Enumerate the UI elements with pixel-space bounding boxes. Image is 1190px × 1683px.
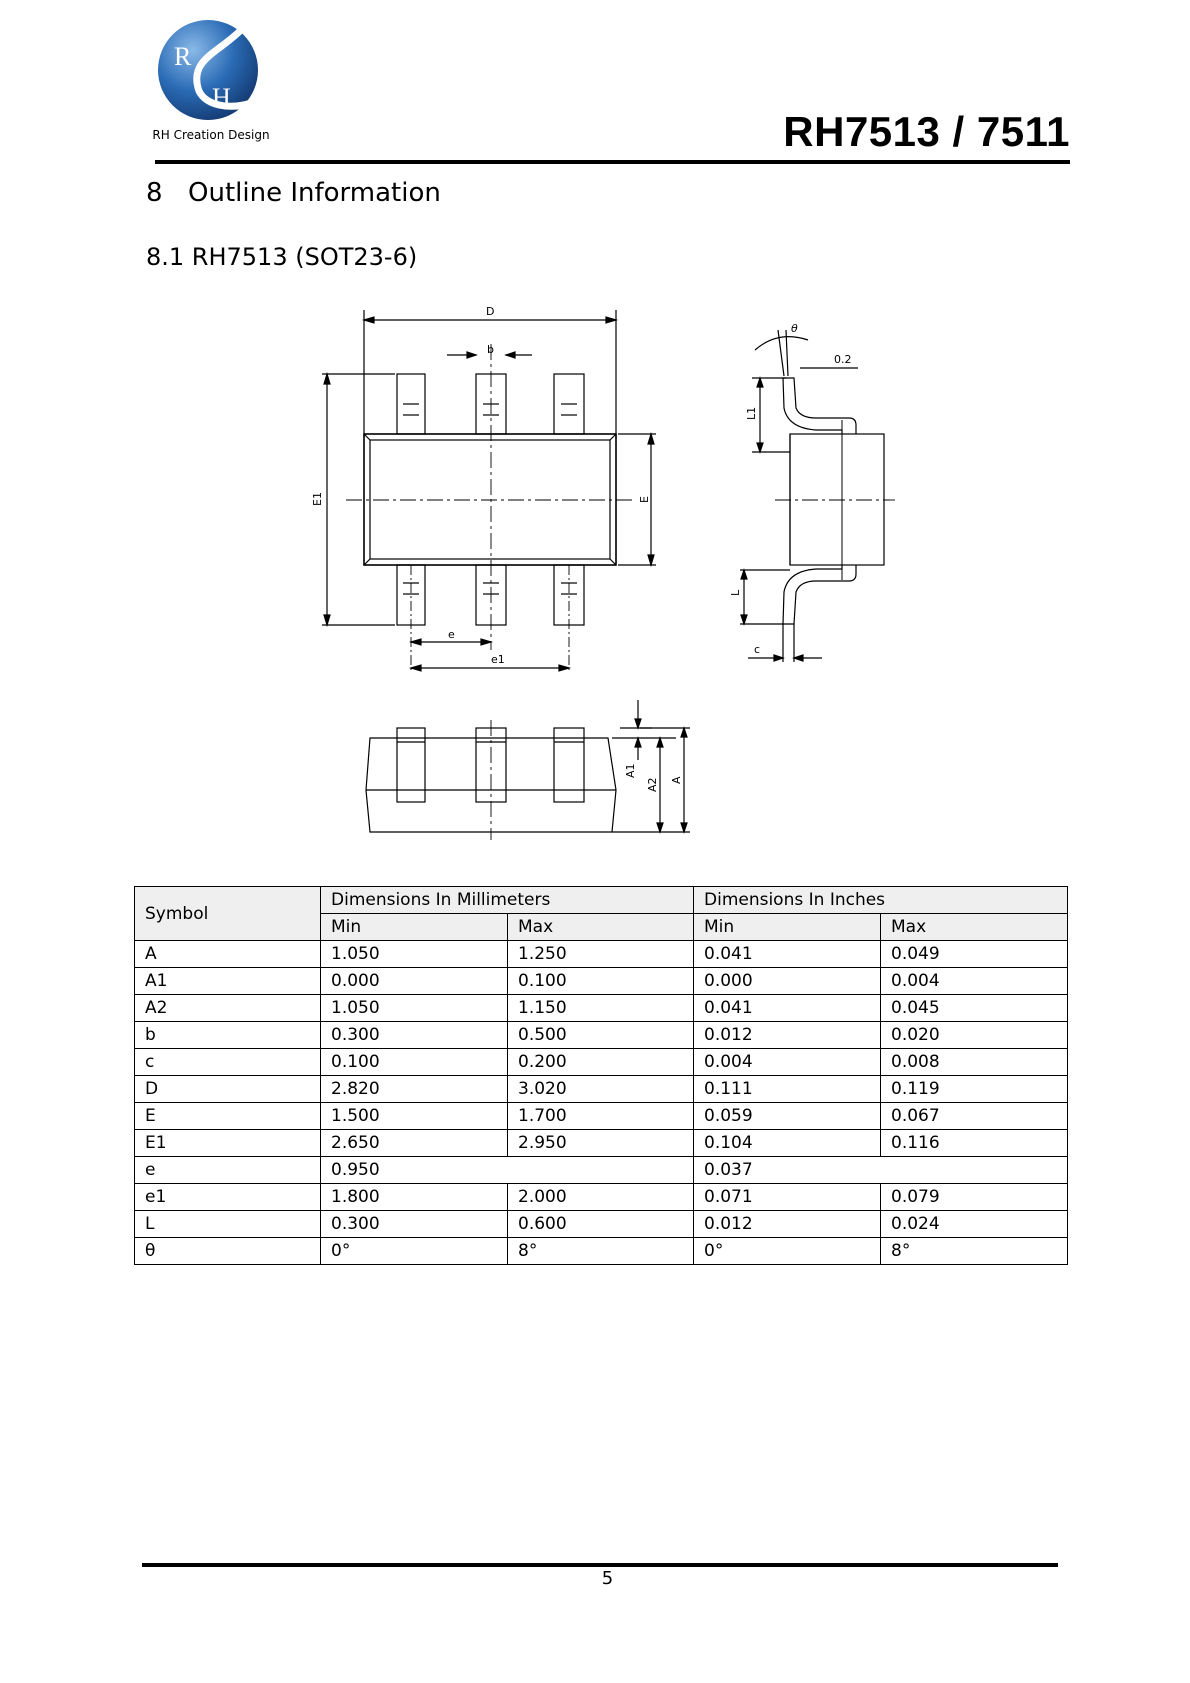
cell-mm-min: 1.050 [321,995,508,1022]
table-header-row [135,887,1068,914]
cell-symbol: L [135,1211,321,1238]
side-view [729,322,895,662]
table-row [135,1157,1068,1184]
cell-symbol: A2 [135,995,321,1022]
table-row [135,968,1068,995]
header-mm-max: Max [508,914,694,941]
table-row [135,1211,1068,1238]
dim-label-d: D [486,305,495,318]
dim-label-c: c [754,643,761,656]
footer-rule [142,1563,1058,1567]
cell-mm-min: 1.800 [321,1184,508,1211]
dim-label-b: b [487,343,494,356]
document-title: RH7513 / 7511 [783,108,1070,155]
cell-in-max: 0.024 [881,1211,1068,1238]
front-view [366,700,690,840]
table-row [135,1103,1068,1130]
cell-symbol: A1 [135,968,321,995]
header-inches: Dimensions In Inches [694,887,1068,914]
dim-label-l-vertical: L [729,589,742,596]
cell-symbol: E1 [135,1130,321,1157]
cell-mm-min: 2.650 [321,1130,508,1157]
table-row [135,1022,1068,1049]
cell-mm-max: 8° [508,1238,694,1265]
cell-in-max: 0.116 [881,1130,1068,1157]
cell-mm-max: 0.100 [508,968,694,995]
cell-symbol: θ [135,1238,321,1265]
header-millimeters: Dimensions In Millimeters [321,887,694,914]
dimensions-table-body [135,887,1068,1265]
cell-in-max: 0.004 [881,968,1068,995]
header-symbol: Symbol [135,887,321,941]
table-row [135,1049,1068,1076]
dim-label-e-pitch: e [448,628,455,641]
table-row [135,941,1068,968]
cell-symbol: A [135,941,321,968]
cell-in-min: 0.104 [694,1130,881,1157]
cell-mm-min: 0.300 [321,1022,508,1049]
dim-label-e1-vertical: E1 [311,492,324,506]
dim-label-a1-vertical: A1 [624,763,637,778]
section-number: 8 [146,178,163,208]
cell-in-max: 0.079 [881,1184,1068,1211]
dim-label-a2-vertical: A2 [646,777,659,792]
cell-symbol: D [135,1076,321,1103]
cell-symbol: b [135,1022,321,1049]
dim-label-e1: e1 [491,653,505,666]
dim-label-theta: θ [791,322,798,335]
dim-label-lead-offset: 0.2 [834,353,852,366]
cell-in-min: 0.012 [694,1211,881,1238]
table-row [135,995,1068,1022]
table-row [135,1076,1068,1103]
cell-mm-max: 2.950 [508,1130,694,1157]
cell-in-min: 0.004 [694,1049,881,1076]
dim-label-e-vertical: E [638,496,651,503]
cell-symbol: e1 [135,1184,321,1211]
page-number: 5 [601,1568,614,1589]
cell-mm-max: 0.200 [508,1049,694,1076]
cell-mm-nominal: 0.950 [321,1157,694,1184]
cell-mm-max: 0.600 [508,1211,694,1238]
cell-mm-max: 1.700 [508,1103,694,1130]
cell-in-max: 0.049 [881,941,1068,968]
logo-letter-r: R [174,42,192,71]
cell-symbol: E [135,1103,321,1130]
cell-mm-max: 1.150 [508,995,694,1022]
cell-in-max: 0.067 [881,1103,1068,1130]
cell-in-max: 0.008 [881,1049,1068,1076]
cell-mm-min: 1.500 [321,1103,508,1130]
cell-in-min: 0° [694,1238,881,1265]
cell-in-min: 0.071 [694,1184,881,1211]
cell-in-max: 0.045 [881,995,1068,1022]
logo-letter-h: H [212,83,231,112]
table-row [135,1184,1068,1211]
cell-mm-min: 2.820 [321,1076,508,1103]
cell-in-min: 0.000 [694,968,881,995]
cell-in-max: 8° [881,1238,1068,1265]
cell-mm-max: 0.500 [508,1022,694,1049]
cell-mm-min: 0.000 [321,968,508,995]
cell-mm-min: 0.100 [321,1049,508,1076]
cell-in-min: 0.111 [694,1076,881,1103]
dim-label-a-vertical: A [670,776,683,784]
cell-mm-max: 1.250 [508,941,694,968]
dimensions-table [134,886,1068,1265]
cell-mm-min: 0° [321,1238,508,1265]
table-row [135,1130,1068,1157]
top-view [311,305,656,672]
cell-in-nominal: 0.037 [694,1157,1068,1184]
cell-in-min: 0.041 [694,941,881,968]
header-in-min: Min [694,914,881,941]
header-mm-min: Min [321,914,508,941]
section-title: Outline Information [188,178,441,208]
cell-in-min: 0.012 [694,1022,881,1049]
cell-in-max: 0.119 [881,1076,1068,1103]
cell-mm-max: 3.020 [508,1076,694,1103]
header-in-max: Max [881,914,1068,941]
cell-mm-min: 0.300 [321,1211,508,1238]
cell-in-min: 0.041 [694,995,881,1022]
cell-in-min: 0.059 [694,1103,881,1130]
cell-mm-min: 1.050 [321,941,508,968]
logo-caption: RH Creation Design [152,128,270,142]
cell-mm-max: 2.000 [508,1184,694,1211]
cell-in-max: 0.020 [881,1022,1068,1049]
cell-symbol: e [135,1157,321,1184]
dim-label-l1-vertical: L1 [745,406,758,420]
cell-symbol: c [135,1049,321,1076]
table-row [135,1238,1068,1265]
subsection-heading: 8.1 RH7513 (SOT23-6) [146,243,418,271]
